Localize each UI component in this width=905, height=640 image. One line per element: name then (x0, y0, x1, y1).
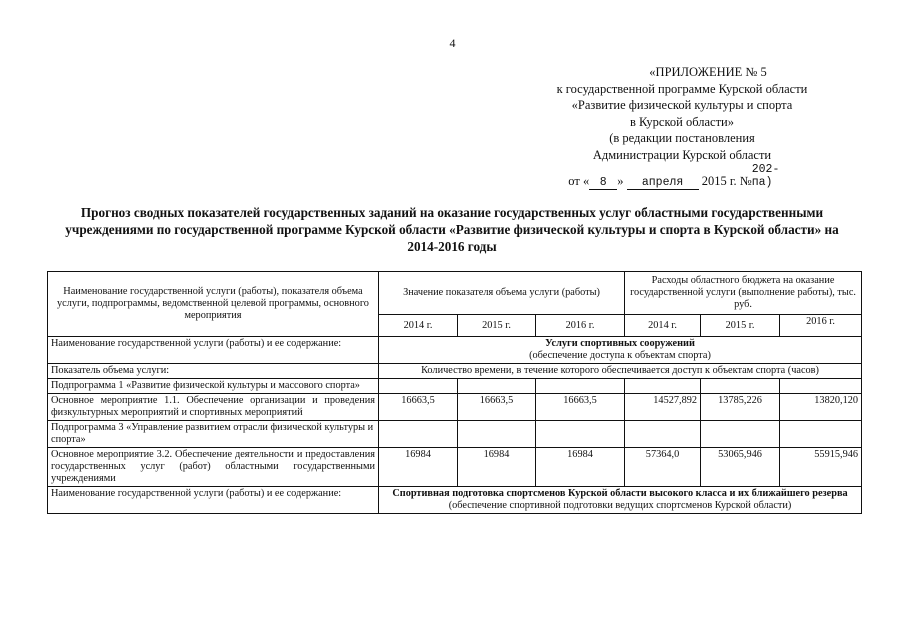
service-name: Спортивная подготовка спортсменов Курской области высокого класса и их ближайшего резерва (392, 488, 848, 499)
appendix-line: (в редакции постановления (609, 131, 755, 145)
year-cell: 2014 г. (379, 315, 458, 337)
table-row (48, 379, 862, 394)
value-cell (625, 379, 701, 394)
date-year: 2015 г. № (701, 174, 752, 188)
header-name: Наименование государственной услуги (работы), показателя объема услуги, подпрограммы, ведомственной целевой программы, основного мероприятия (48, 272, 379, 337)
value-cell: 16663,5 (458, 394, 536, 421)
year-cell: 2014 г. (625, 315, 701, 337)
value-cell (379, 421, 458, 448)
appendix-line: «Развитие физической культуры и спорта (571, 98, 793, 112)
service-cell (379, 337, 862, 364)
appendix-title: «ПРИЛОЖЕНИЕ № 5 (649, 65, 767, 79)
value-cell: 16663,5 (379, 394, 458, 421)
header-volume: Значение показателя объема услуги (работы) (379, 272, 625, 315)
row-label: Основное мероприятие 3.2. Обеспечение деятельности и предоставления государственных услуг (работ) областными государственными учреждениями (48, 448, 379, 487)
appendix-line: Администрации Курской области (592, 147, 772, 162)
indicator-cell: Количество времени, в течение которого обеспечивается доступ к объектам спорта (часов) (379, 364, 862, 379)
date-mid: » (617, 174, 624, 188)
service-content: (обеспечение спортивной подготовки ведущих спортсменов Курской области) (448, 500, 792, 511)
value-cell (536, 421, 625, 448)
page-number: 4 (449, 36, 456, 50)
value-cell (780, 379, 862, 394)
year-cell: 2016 г. (536, 315, 625, 337)
forecast-table (47, 271, 862, 514)
service-cell (379, 487, 862, 514)
value-cell (625, 421, 701, 448)
row-label: Показатель объема услуги: (48, 364, 379, 379)
document-title: Прогноз сводных показателей государственных заданий на оказание государственных услуг областными государственными учреждениями по государственной программе Курской области «Развитие физической культуры и спорта в Курской области» на 2014-2016 годы (65, 205, 839, 254)
value-cell (701, 421, 780, 448)
value-cell: 53065,946 (701, 448, 780, 487)
table-row (48, 487, 862, 514)
table-row (48, 337, 862, 364)
value-cell: 16984 (536, 448, 625, 487)
value-cell: 16984 (379, 448, 458, 487)
table-row (48, 364, 862, 379)
value-cell (536, 379, 625, 394)
value-cell: 14527,892 (625, 394, 701, 421)
year-cell: 2015 г. (701, 315, 780, 337)
date-prefix: от « (568, 174, 590, 188)
value-cell: 16984 (458, 448, 536, 487)
value-cell (458, 421, 536, 448)
value-cell (458, 379, 536, 394)
row-label: Подпрограмма 1 «Развитие физической культуры и массового спорта» (48, 379, 379, 394)
appendix-line: в Курской области» (629, 114, 734, 129)
value-cell: 13820,120 (780, 394, 862, 421)
appendix-line: к государственной программе Курской области (556, 81, 808, 96)
value-cell (379, 379, 458, 394)
table-row (48, 394, 862, 421)
date-month: апреля (627, 176, 699, 190)
row-label: Наименование государственной услуги (работы) и ее содержание: (48, 487, 379, 514)
value-cell: 13785,226 (701, 394, 780, 421)
service-name: Услуги спортивных сооружений (545, 338, 695, 349)
table-header-row (48, 272, 862, 315)
date-number: 202-па) (751, 163, 780, 189)
service-content: (обеспечение доступа к объектам спорта) (529, 350, 711, 361)
value-cell (701, 379, 780, 394)
row-label: Основное мероприятие 1.1. Обеспечение организации и проведения физкультурных мероприятий и спортивных мероприятий (48, 394, 379, 421)
header-expenses: Расходы областного бюджета на оказание государственной услуги (выполнение работы), тыс. руб. (625, 272, 862, 315)
value-cell: 16663,5 (536, 394, 625, 421)
table-row (48, 421, 862, 448)
row-label: Наименование государственной услуги (работы) и ее содержание: (48, 337, 379, 364)
appendix-block (512, 64, 852, 190)
value-cell (780, 421, 862, 448)
year-cell: 2015 г. (458, 315, 536, 337)
appendix-date (512, 163, 852, 190)
value-cell: 57364,0 (625, 448, 701, 487)
row-label: Подпрограмма 3 «Управление развитием отрасли физической культуры и спорта» (48, 421, 379, 448)
year-cell: 2016 г. (780, 315, 862, 337)
table-row (48, 448, 862, 487)
date-day: 8 (589, 176, 617, 190)
value-cell: 55915,946 (780, 448, 862, 487)
